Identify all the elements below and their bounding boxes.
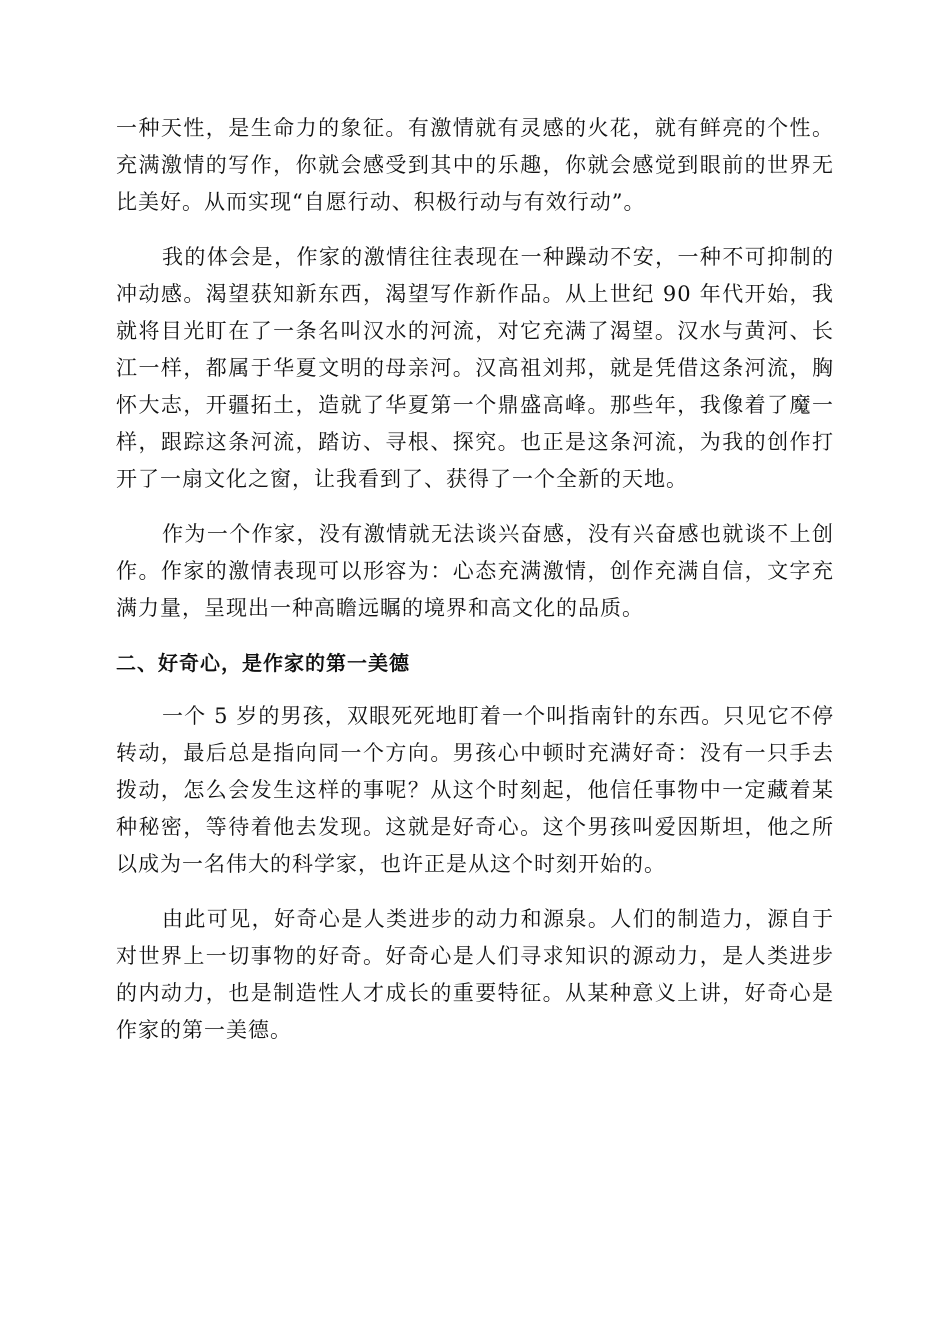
paragraph-curiosity-conclusion: 由此可见，好奇心是人类进步的动力和源泉。人们的制造力，源自于对世界上一切事物的好奇。好奇心是人们寻求知识的源动力，是人类进步的内动力，也是制造性人才成长的重要特征。从某种意义上讲，好奇心是作家的第一美德。: [116, 907, 834, 1042]
paragraph-passion-nature: 一种天性，是生命力的象征。有激情就有灵感的火花，就有鲜亮的个性。充满激情的写作，你就会感受到其中的乐趣，你就会感觉到眼前的世界无比美好。从而实现“自愿行动、积极行动与有效行动”。: [116, 116, 834, 214]
document-page: [116, 110, 834, 1067]
paragraph-author-experience: 我的体会是，作家的激情往往表现在一种躁动不安，一种不可抑制的冲动感。渴望获知新东西，渴望写作新作品。从上世纪 90 年代开始，我就将目光盯在了一条名叫汉水的河流，对它充满了渴望。汉水与黄河、长江一样，都属于华夏文明的母亲河。汉高祖刘邦，就是凭借这条河流，胸怀大志，开疆拓土，造就了华夏第一个鼎盛高峰。那些年，我像着了魔一样，跟踪这条河流，踏访、寻根、探究。也正是这条河流，为我的创作打开了一扇文化之窗，让我看到了、获得了一个全新的天地。: [116, 245, 834, 491]
section-heading-curiosity: 二、好奇心，是作家的第一美德: [116, 651, 410, 675]
paragraph-einstein-compass: 一个 5 岁的男孩，双眼死死地盯着一个叫指南针的东西。只见它不停转动，最后总是指向同一个方向。男孩心中顿时充满好奇：没有一只手去拨动，怎么会发生这样的事呢？从这个时刻起，他信任事物中一定藏着某种秘密，等待着他去发现。这就是好奇心。这个男孩叫爱因斯坦，他之所以成为一名伟大的科学家，也许正是从这个时刻开始的。: [116, 704, 834, 876]
paragraph-writer-excitement: 作为一个作家，没有激情就无法谈兴奋感，没有兴奋感也就谈不上创作。作家的激情表现可以形容为：心态充满激情，创作充满自信，文字充满力量，呈现出一种高瞻远瞩的境界和高文化的品质。: [116, 522, 834, 620]
